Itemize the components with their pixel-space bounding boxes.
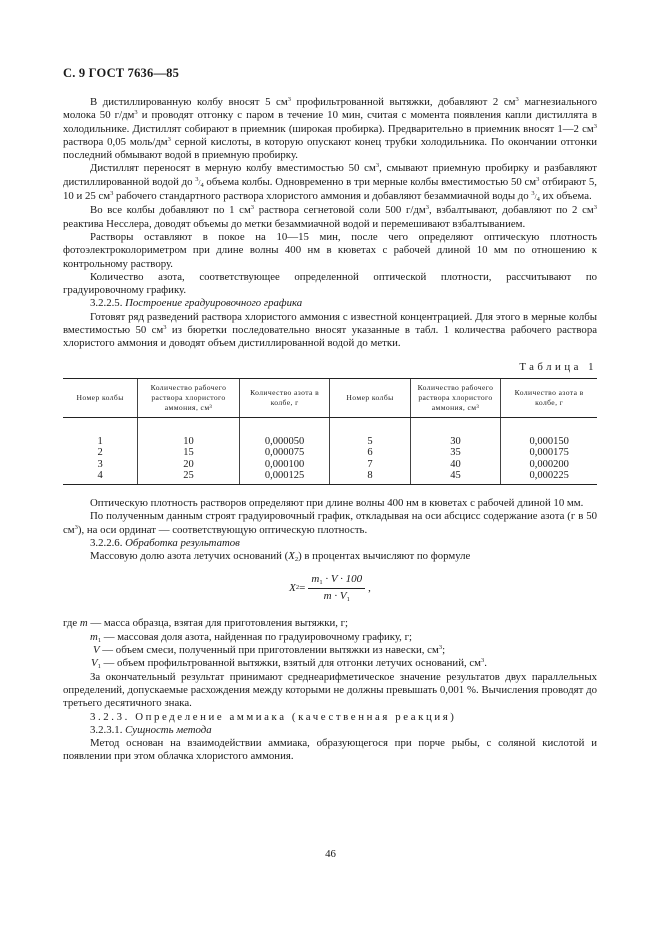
- table-row: [63, 459, 597, 471]
- table-cell: 10: [138, 417, 239, 447]
- table-cell: 45: [410, 470, 501, 484]
- paragraph: Во все колбы добавляют по 1 $см^3$ раствора сегнетовой соли 500 $г/дм^3$, взбалтывают, добавляют по 2 $см^3$ реактива Несслера, доводят объемы до метки безаммиачной водой и перемешивают взбалтыванием.: [63, 204, 597, 230]
- table-cell: 1: [97, 435, 103, 447]
- formula-legend: [63, 617, 597, 670]
- table-cell: 0,000125: [239, 470, 330, 484]
- paragraph: Растворы оставляют в покое на 10—15 мин, после чего определяют оптическую плотность фотоэлектроколориметром при длине волны 400 нм в кюветах с рабочей длиной 10 мм по отношению к контрольному раствору.: [63, 230, 597, 270]
- table-cell: 3: [97, 458, 103, 470]
- paragraph: За окончательный результат принимают среднеарифметическое значение результатов двух параллельных определений, допускаемые расхождения между которыми не должны превышать 0,001 %. Вычисления проводят до третьего десятичного знака.: [63, 670, 597, 710]
- table-cell: 15: [138, 447, 239, 459]
- table-cell: 0,000175: [501, 447, 597, 459]
- table-header-cell: Количество азота в колбе, г: [501, 378, 597, 417]
- table-cell: 35: [410, 447, 501, 459]
- table-row: [63, 447, 597, 459]
- paragraph: По полученным данным строят градуировочный график, откладывая на оси абсцисс содержание азота (г в 50 $см^3$), на оси ординат — соответствующую оптическую плотность.: [63, 510, 597, 536]
- section-heading-3225: 3.2.2.5. Построение градуировочного графика: [90, 297, 303, 310]
- table-cell: 2: [97, 447, 103, 459]
- table-1: [63, 378, 597, 485]
- paragraph: Массовую долю азота летучих оснований $(X_2)$ в процентах вычисляют по формуле: [90, 550, 471, 564]
- table-cell: 7: [330, 459, 410, 471]
- table-row: [63, 470, 597, 484]
- table-cell: 0,000100: [239, 459, 330, 471]
- table-cell: 30: [410, 417, 501, 447]
- table-header-cell: Количество азота в колбе, г: [239, 378, 330, 417]
- page-header: С. 9 ГОСТ 7636—85: [63, 66, 180, 80]
- table-cell: 0,000200: [501, 459, 597, 471]
- legend-item-m1: $m_1$ — массовая доля азота, найденная по градуировочному графику, г;: [90, 630, 413, 644]
- table-header-cell: Номер колбы: [330, 378, 410, 417]
- table-cell: 0,000050: [239, 417, 330, 447]
- table-header-cell: Количество рабочего раствора хлористого аммония, см³: [138, 378, 239, 417]
- section-heading-323: 3.2.3. Определение аммиака (качественная реакция): [90, 710, 457, 723]
- page-number: 46: [325, 848, 336, 860]
- table-cell: 40: [410, 459, 501, 471]
- paragraph: Метод основан на взаимодействии аммиака, образующегося при порче рыбы, с соляной кислотой и появлении при этом облачка хлористого аммония.: [63, 737, 597, 763]
- table-cell: 5: [330, 417, 410, 447]
- table-header-cell: Номер колбы: [63, 378, 138, 417]
- paragraph: Готовят ряд разведений раствора хлористого аммония с известной концентрацией. Для этого в мерные колбы вместимостью 50 $см^3$ из бюретки последовательно вносят указанные в табл. 1 количества рабочего раствора хлористого аммония и доводят объем дистиллированной водой до метки.: [63, 310, 598, 350]
- paragraph: Дистиллят переносят в мерную колбу вместимостью 50 $см^3$, смывают приемную пробирку и разбавляют дистиллированной водой до $^3/_4$ объема колбы. Одновременно в три мерные колбы вместимостью 50 $см^3$ отбирают 5, 10 и 25 $см^3$ рабочего стандартного раствора хлористого аммония и добавляют безаммиачной воды до $^3/_4$ их объема.: [63, 162, 598, 204]
- paragraph: Количество азота, соответствующее определенной оптической плотности, рассчитывают по градуировочному графику.: [63, 270, 597, 297]
- table-cell: 0,000075: [239, 447, 330, 459]
- legend-item-m: где m — масса образца, взятая для приготовления вытяжки, г;: [63, 617, 349, 630]
- section-heading-3231: 3.2.3.1. Сущность метода: [90, 723, 212, 736]
- table-row: [63, 417, 597, 447]
- legend-item-v1: $V_1$ — объем профильтрованной вытяжки, взятый для отгонки летучих оснований, $см^3$.: [91, 657, 487, 671]
- formula-x2: X 2 = $\frac{m_1 \cdot V \cdot 100}{m \cdot V_1}$ ,: [289, 573, 371, 603]
- table-cell: 6: [330, 447, 410, 459]
- table-cell: 20: [138, 459, 239, 471]
- table-cell: 8: [330, 470, 410, 484]
- table-cell: 25: [138, 470, 239, 484]
- section-heading-3226: 3.2.2.6. Обработка результатов: [90, 536, 240, 549]
- table-cell: 4: [63, 470, 138, 484]
- table-header-cell: Количество рабочего раствора хлористого аммония, см³: [410, 378, 501, 417]
- legend-item-v: V — объем смеси, полученный при приготовлении вытяжки из навески, $см^3$;: [93, 644, 446, 657]
- table-cell: 0,000150: [501, 417, 597, 447]
- table-caption: Таблица 1: [519, 360, 597, 373]
- paragraph: В дистиллированную колбу вносят 5 $см^3$ профильтрованной вытяжки, добавляют 2 $см^3$ магнезиального молока 50 $г/дм^3$ и проводят отгонку с паром в течение 10 мин, считая с момента появления капли дистиллята в холодильнике. Дистиллят собирают в приемник (широкая пробирка). Предварительно в приемник вносят 1—2 $см^3$ раствора 0,05 моль/$дм^3$ серной кислоты, в которую опускают конец трубки холодильника. По окончании отгонки последний обмывают водой в приемную пробирку.: [63, 96, 598, 162]
- paragraph: Оптическую плотность растворов определяют при длине волны 400 нм в кюветах с рабочей длиной 10 мм.: [90, 496, 584, 509]
- table-cell: 0,000225: [501, 470, 597, 484]
- document-body: [63, 96, 597, 764]
